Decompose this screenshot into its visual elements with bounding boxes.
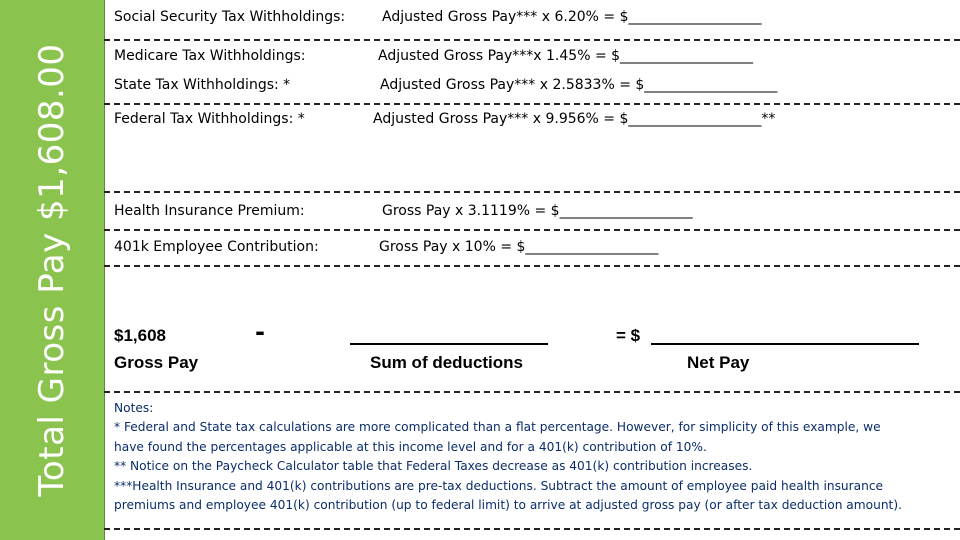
gross-pay-label: Gross Pay [114, 353, 199, 372]
divider [104, 528, 960, 530]
minus-sign: - [255, 318, 265, 346]
divider [104, 229, 960, 231]
divider [104, 191, 960, 193]
note-line: ***Health Insurance and 401(k) contributions are pre-tax deductions. Subtract the amount of employee paid health insurance [114, 478, 884, 493]
note-line: premiums and employee 401(k) contribution (up to federal limit) to arrive at adjusted gross pay (or after tax deduction amount). [114, 498, 902, 513]
note-line: have found the percentages applicable at this income level and for a 401(k) contribution of 10%. [114, 439, 707, 454]
medicare-formula: Adjusted Gross Pay***x 1.45% = $___________________ [378, 48, 754, 64]
federal-tax-label: Federal Tax Withholdings: * [114, 111, 305, 127]
social-security-label: Social Security Tax Withholdings: [114, 9, 346, 25]
gross-amount: $1,608 [114, 326, 166, 345]
social-security-formula: Adjusted Gross Pay*** x 6.20% = $___________________ [382, 9, 762, 25]
equals-dollar: = $ [616, 326, 641, 345]
divider [104, 391, 960, 393]
divider [104, 265, 960, 267]
401k-label: 401k Employee Contribution: [114, 239, 319, 255]
state-tax-formula: Adjusted Gross Pay*** x 2.5833% = $___________________ [380, 77, 778, 93]
divider [104, 103, 960, 105]
sidebar [0, 0, 105, 540]
net-pay-blank-line [651, 343, 919, 345]
health-insurance-label: Health Insurance Premium: [114, 203, 305, 219]
total-gross-pay-title: Total Gross Pay $1,608.00 [32, 43, 72, 497]
medicare-label: Medicare Tax Withholdings: [114, 48, 306, 64]
note-line: * Federal and State tax calculations are more complicated than a flat percentage. However, for simplicity of this example, we [114, 420, 881, 435]
federal-tax-formula: Adjusted Gross Pay*** x 9.956% = $___________________** [373, 111, 776, 127]
notes-block [114, 399, 952, 515]
note-line: ** Notice on the Paycheck Calculator table that Federal Taxes decrease as 401(k) contribution increases. [114, 459, 753, 474]
401k-formula: Gross Pay x 10% = $___________________ [379, 239, 659, 255]
health-insurance-formula: Gross Pay x 3.1119% = $___________________ [382, 203, 693, 219]
net-pay-label: Net Pay [687, 353, 750, 372]
state-tax-label: State Tax Withholdings: * [114, 77, 291, 93]
notes-heading: Notes: [114, 401, 154, 415]
divider [104, 39, 960, 41]
sum-blank-line [350, 343, 548, 345]
sum-of-deductions-label: Sum of deductions [370, 353, 523, 372]
